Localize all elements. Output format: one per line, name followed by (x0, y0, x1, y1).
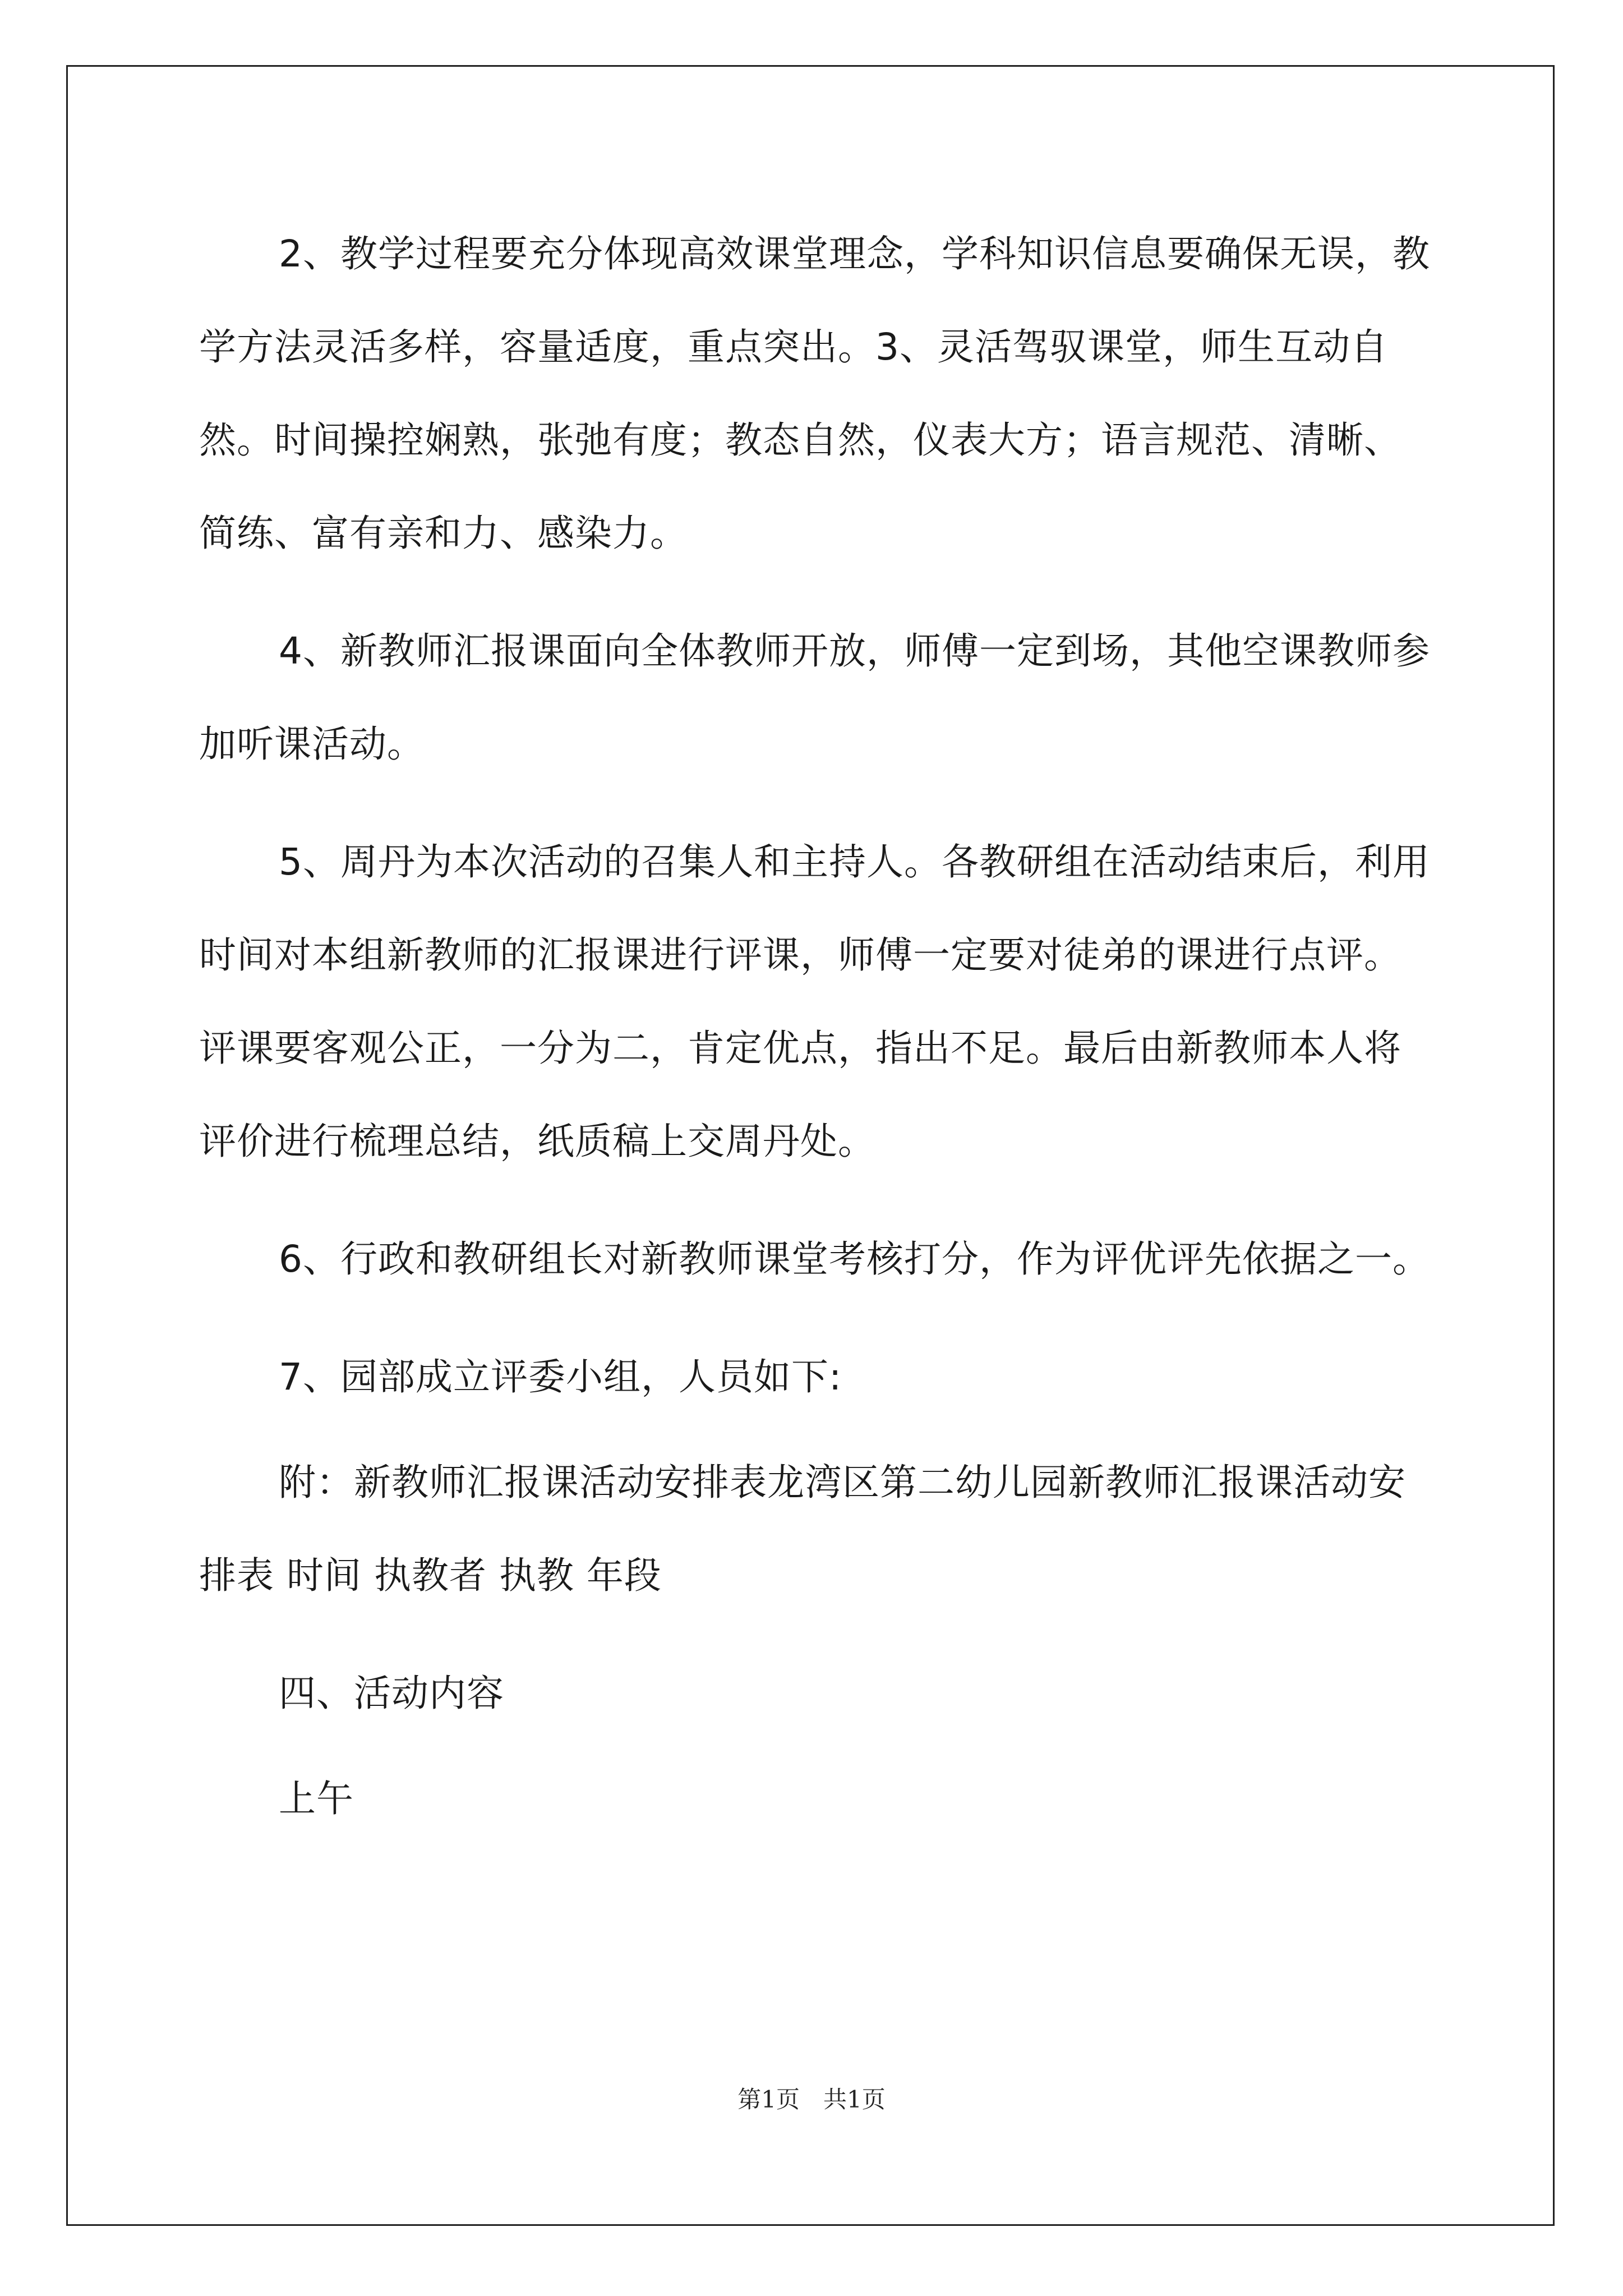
paragraph-open-class: 4、新教师汇报课面向全体教师开放，师傅一定到场，其他空课教师参加听课活动。 (199, 629, 1430, 766)
section-heading-activity-content: 四、活动内容 (279, 1672, 504, 1715)
paragraph-teaching-process: 2、教学过程要充分体现高效课堂理念，学科知识信息要确保无误，教学方法灵活多样，容量适度，重点突出。3、灵活驾驭课堂，师生互动自然。时间操控娴熟，张弛有度；教态自然，仪表大方；语言规范、清晰、简练、富有亲和力、感染力。 (199, 232, 1430, 555)
paragraph-organizer: 5、周丹为本次活动的召集人和主持人。各教研组在活动结束后，利用时间对本组新教师的汇报课进行评课，师傅一定要对徒弟的课进行点评。评课要客观公正，一分为二，肯定优点，指出不足。最后由新教师本人将评价进行梳理总结，纸质稿上交周丹处。 (199, 840, 1430, 1163)
document-body (199, 208, 1433, 1870)
paragraph-judges: 7、园部成立评委小组，人员如下: (279, 1355, 842, 1398)
page-number-footer: 第1页 共1页 (737, 2086, 886, 2113)
paragraph-morning: 上午 (279, 1777, 354, 1820)
paragraph-schedule-appendix: 附：新教师汇报课活动安排表龙湾区第二幼儿园新教师汇报课活动安排表 时间 执教者 执教 年段 (199, 1461, 1406, 1597)
paragraph-assessment: 6、行政和教研组长对新教师课堂考核打分，作为评优评先依据之一。 (279, 1237, 1430, 1281)
